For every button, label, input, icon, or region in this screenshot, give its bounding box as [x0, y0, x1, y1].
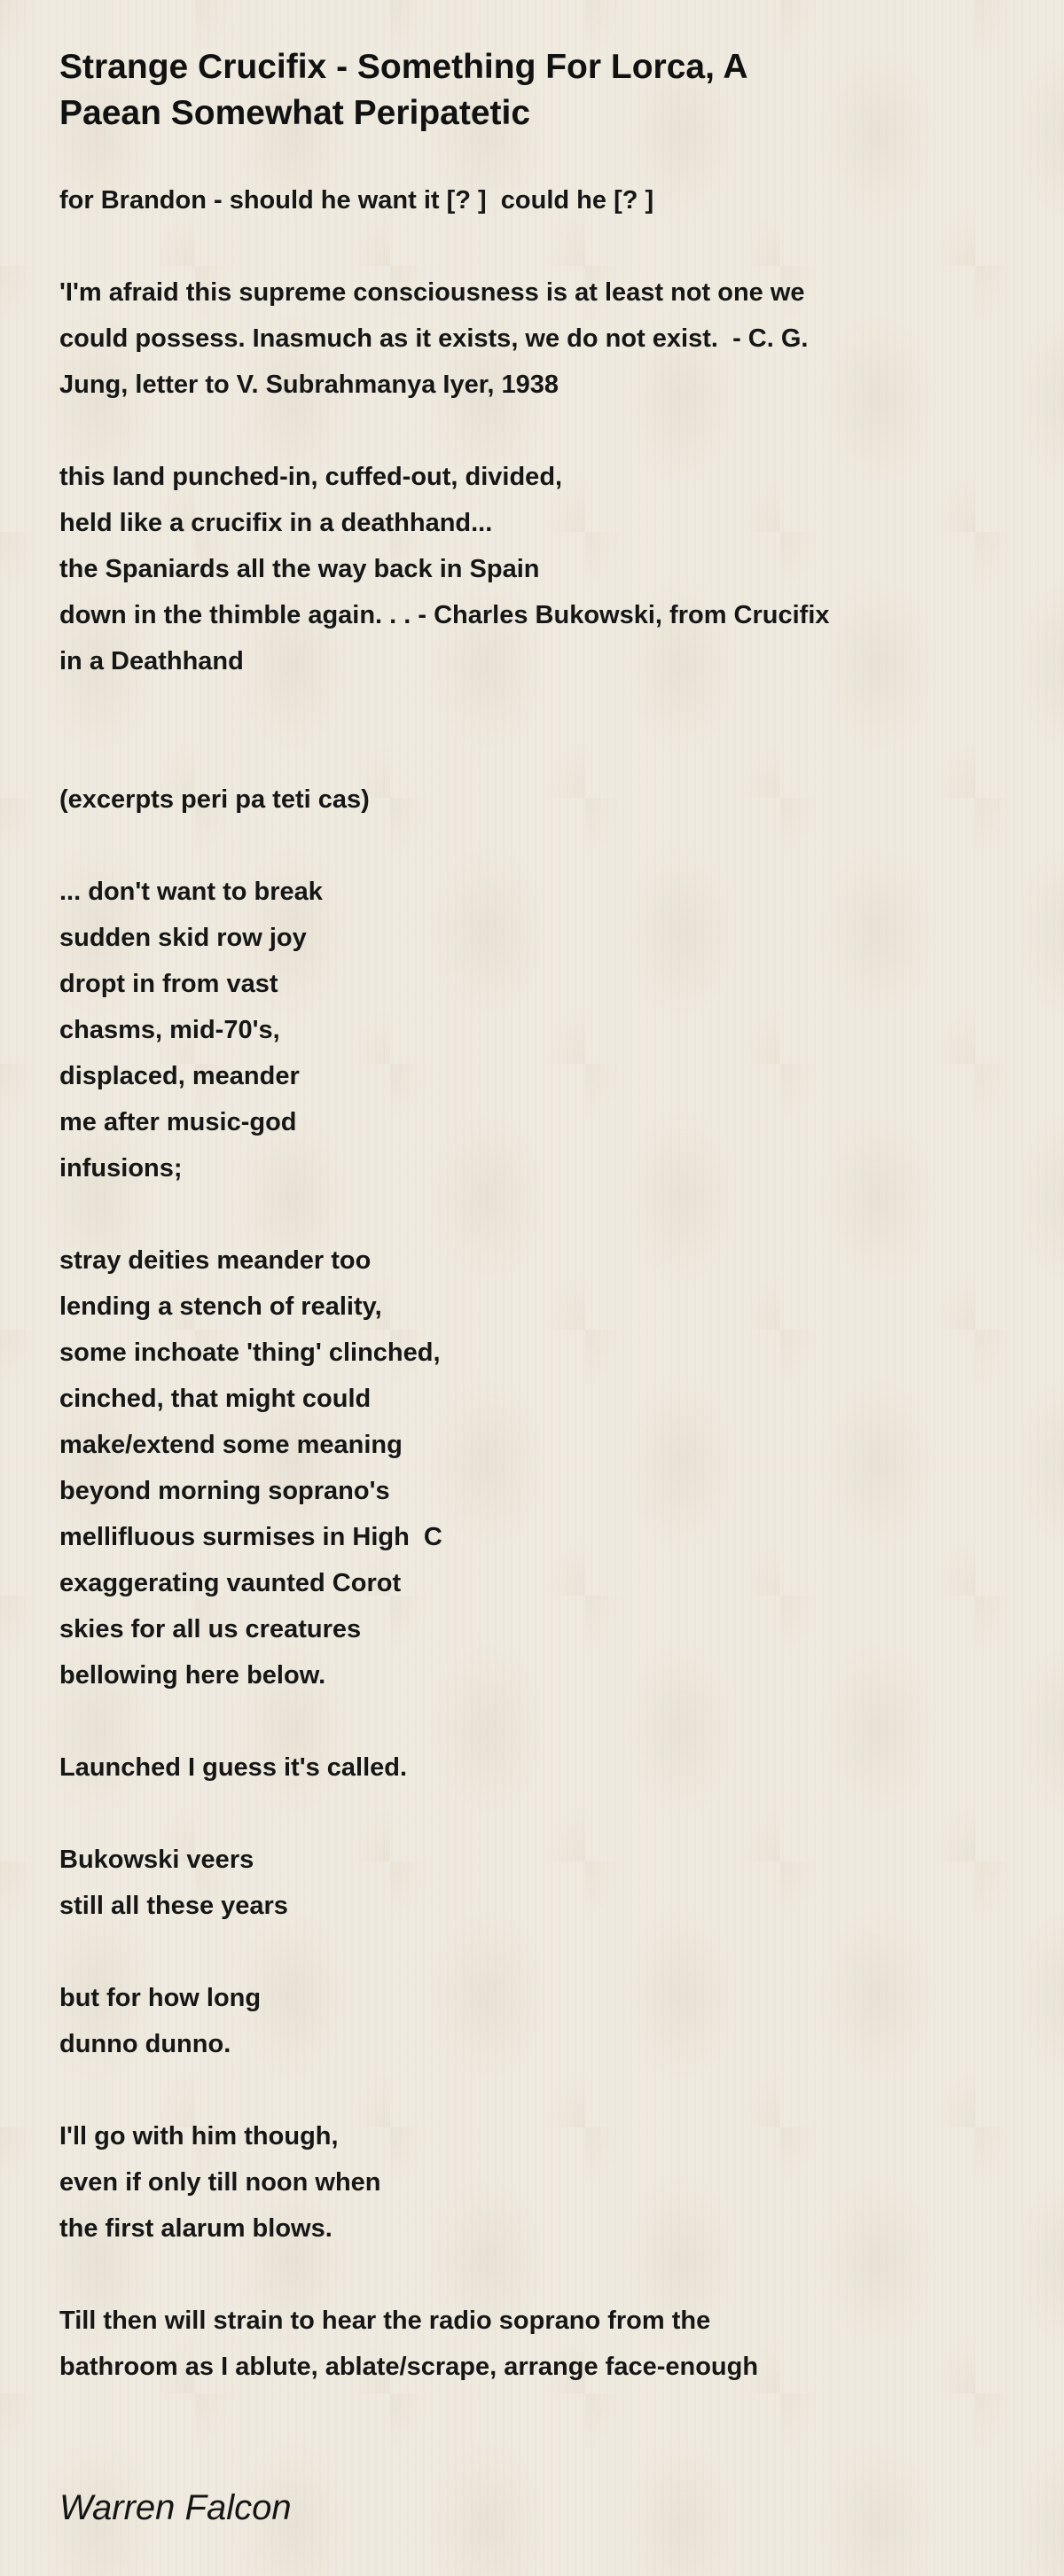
poem-line: sudden skid row joy [59, 924, 307, 952]
poem-line: held like a crucifix in a deathhand... [59, 509, 493, 537]
poem-line: exaggerating vaunted Corot [59, 1569, 402, 1597]
stanza-break [59, 1929, 1017, 1975]
poem-line: the Spaniards all the way back in Spain [59, 555, 540, 583]
poem-line: could possess. Inasmuch as it exists, we do not exist. - C. G. [59, 324, 809, 353]
poem-line: infusions; [59, 1154, 183, 1183]
stanza-break [59, 2252, 1017, 2298]
stanza-break [59, 223, 1017, 269]
stanza-break [59, 823, 1017, 869]
stanza-break [59, 1191, 1017, 1237]
poem-line: (excerpts peri pa teti cas) [59, 785, 370, 814]
poem-line: but for how long [59, 1984, 262, 2012]
poem-title-line-2: Paean Somewhat Peripatetic [59, 94, 531, 132]
poem-line: make/extend some meaning [59, 1431, 403, 1459]
stanza-break [59, 1698, 1017, 1745]
poem-line: Launched I guess it's called. [59, 1753, 408, 1782]
stanza-break [59, 408, 1017, 454]
poem-line: Jung, letter to V. Subrahmanya Iyer, 1938 [59, 371, 559, 399]
poem-line: still all these years [59, 1892, 288, 1920]
poem-line: lending a stench of reality, [59, 1292, 382, 1321]
stanza-break [59, 2067, 1017, 2113]
stanza-break [59, 684, 1017, 730]
poem-line: down in the thimble again. . . - Charles Bukowski, from Crucifix [59, 601, 830, 629]
poem-line: dunno dunno. [59, 2030, 231, 2058]
poem-line: bellowing here below. [59, 1661, 326, 1690]
poem-line: Till then will strain to hear the radio soprano from the [59, 2307, 711, 2335]
poem-line: dropt in from vast [59, 970, 278, 998]
poem-line: I'll go with him though, [59, 2122, 339, 2151]
poem-line: stray deities meander too [59, 1246, 372, 1275]
poem-line: even if only till noon when [59, 2168, 381, 2197]
poem-line: displaced, meander [59, 1062, 300, 1090]
poem-line: chasms, mid-70's, [59, 1016, 280, 1044]
poem-line: ... don't want to break [59, 878, 323, 906]
poem-line: beyond morning soprano's [59, 1477, 390, 1505]
poem-line: me after music-god [59, 1108, 297, 1136]
poem-line: bathroom as I ablute, ablate/scrape, arrange face-enough [59, 2353, 759, 2381]
poem-line: skies for all us creatures [59, 1615, 362, 1643]
poem-line: cinched, that might could [59, 1385, 372, 1413]
poem-line: 'I'm afraid this supreme consciousness is at least not one we [59, 278, 805, 307]
poem-line: the first alarum blows. [59, 2214, 332, 2243]
poem-line: in a Deathhand [59, 647, 244, 675]
poem-line: for Brandon - should he want it [? ] could he [? ] [59, 186, 654, 215]
poem-line: mellifluous surmises in High C [59, 1523, 442, 1551]
poem-line: some inchoate 'thing' clinched, [59, 1339, 441, 1367]
poem-line: Bukowski veers [59, 1846, 254, 1874]
poem-title-line-1: Strange Crucifix - Something For Lorca, A [59, 48, 748, 86]
poem-title [59, 44, 946, 137]
stanza-break [59, 730, 1017, 777]
stanza-break [59, 1791, 1017, 1837]
poem-line: this land punched-in, cuffed-out, divided, [59, 463, 563, 491]
poem-author: Warren Falcon [59, 2488, 292, 2527]
poem-body [59, 177, 1017, 2390]
